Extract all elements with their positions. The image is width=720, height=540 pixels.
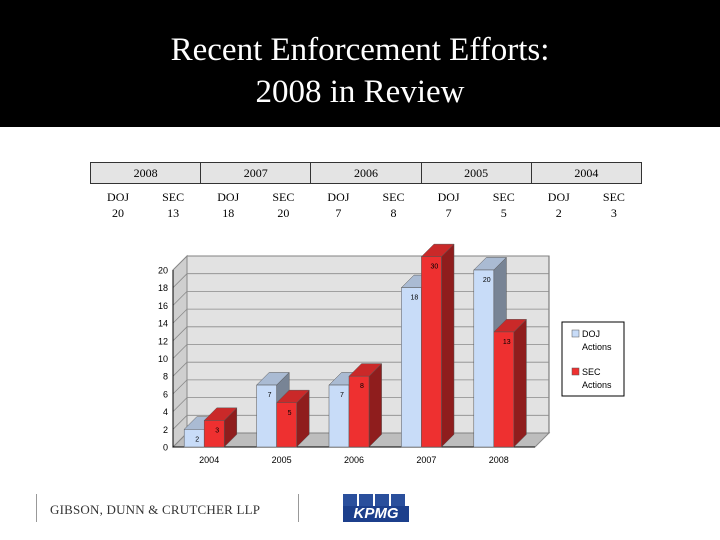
y-tick-label: 14	[157, 318, 168, 329]
agency-label: DOJ	[327, 190, 350, 204]
y-tick-label: 6	[162, 389, 168, 400]
data-label: 13	[502, 338, 511, 346]
legend-swatch	[572, 368, 579, 375]
agency-label: SEC	[272, 190, 295, 204]
sec-bar	[277, 403, 297, 447]
data-label: 18	[410, 294, 419, 302]
legend-label: SEC	[582, 367, 601, 377]
y-tick-label: 8	[162, 371, 168, 382]
y-tick-label: 20	[157, 265, 168, 276]
legend-swatch	[572, 330, 579, 337]
count-value: 5	[500, 206, 507, 220]
doj-bar	[474, 270, 494, 447]
agency-label: SEC	[492, 190, 515, 204]
footer-divider	[298, 494, 299, 522]
gibson-dunn-logo: GIBSON, DUNN & CRUTCHER LLP	[50, 502, 261, 517]
data-label: 7	[267, 392, 272, 400]
legend-label: Actions	[582, 380, 612, 390]
x-tick-label: 2006	[343, 455, 365, 465]
x-tick-label: 2007	[416, 455, 437, 465]
bar-side	[441, 244, 454, 447]
y-tick-label: 18	[157, 283, 168, 294]
y-tick-label: 0	[162, 442, 168, 453]
data-label: 5	[287, 409, 292, 417]
bar-side	[514, 319, 527, 447]
sec-bar	[421, 257, 441, 447]
kpmg-logo: KPMG	[353, 505, 399, 522]
agency-label: SEC	[602, 190, 625, 204]
data-label: 7	[340, 392, 344, 400]
legend-label: Actions	[582, 342, 612, 352]
y-tick-label: 4	[162, 407, 168, 418]
count-value: 3	[610, 206, 617, 220]
agency-label: DOJ	[547, 190, 570, 204]
x-tick-label: 2005	[271, 455, 292, 465]
sec-bar	[204, 420, 224, 447]
agency-label: DOJ	[107, 190, 130, 204]
legend-label: DOJ	[582, 329, 600, 339]
count-value: 8	[390, 206, 397, 220]
y-tick-label: 2	[162, 424, 168, 435]
year-header: 2005	[421, 163, 531, 184]
x-tick-label: 2004	[199, 455, 220, 465]
doj-bar	[401, 288, 421, 447]
doj-bar	[257, 385, 277, 447]
count-value: 13	[167, 206, 180, 220]
agency-label: SEC	[162, 190, 185, 204]
doj-bar	[184, 429, 204, 447]
count-value: 7	[445, 206, 452, 220]
agency-label: DOJ	[437, 190, 460, 204]
data-label: 8	[360, 383, 364, 391]
agency-label: DOJ	[217, 190, 240, 204]
sec-bar	[494, 332, 514, 447]
doj-bar	[329, 385, 349, 447]
count-value: 20	[112, 206, 125, 220]
bar-side	[369, 364, 382, 447]
sec-bar	[349, 376, 369, 447]
year-header: 2007	[201, 163, 311, 184]
footer-divider	[36, 494, 37, 522]
count-value: 2	[555, 206, 562, 220]
data-label: 2	[195, 436, 200, 444]
data-label: 20	[482, 277, 491, 284]
x-tick-label: 2008	[488, 455, 509, 465]
year-header: 2008	[91, 163, 201, 184]
y-tick-label: 10	[157, 354, 168, 364]
year-header: 2006	[311, 163, 421, 184]
data-label: 3	[215, 427, 220, 435]
agency-label: SEC	[382, 190, 405, 204]
year-header: 2004	[531, 163, 641, 184]
slide-title: Recent Enforcement Efforts:	[170, 32, 550, 68]
y-tick-label: 16	[157, 300, 168, 311]
count-value: 18	[222, 206, 235, 220]
count-value: 20	[277, 206, 290, 220]
count-value: 7	[335, 206, 342, 220]
slide-subtitle: 2008 in Review	[255, 74, 465, 110]
y-tick-label: 12	[157, 336, 168, 347]
data-label: 30	[430, 263, 439, 271]
